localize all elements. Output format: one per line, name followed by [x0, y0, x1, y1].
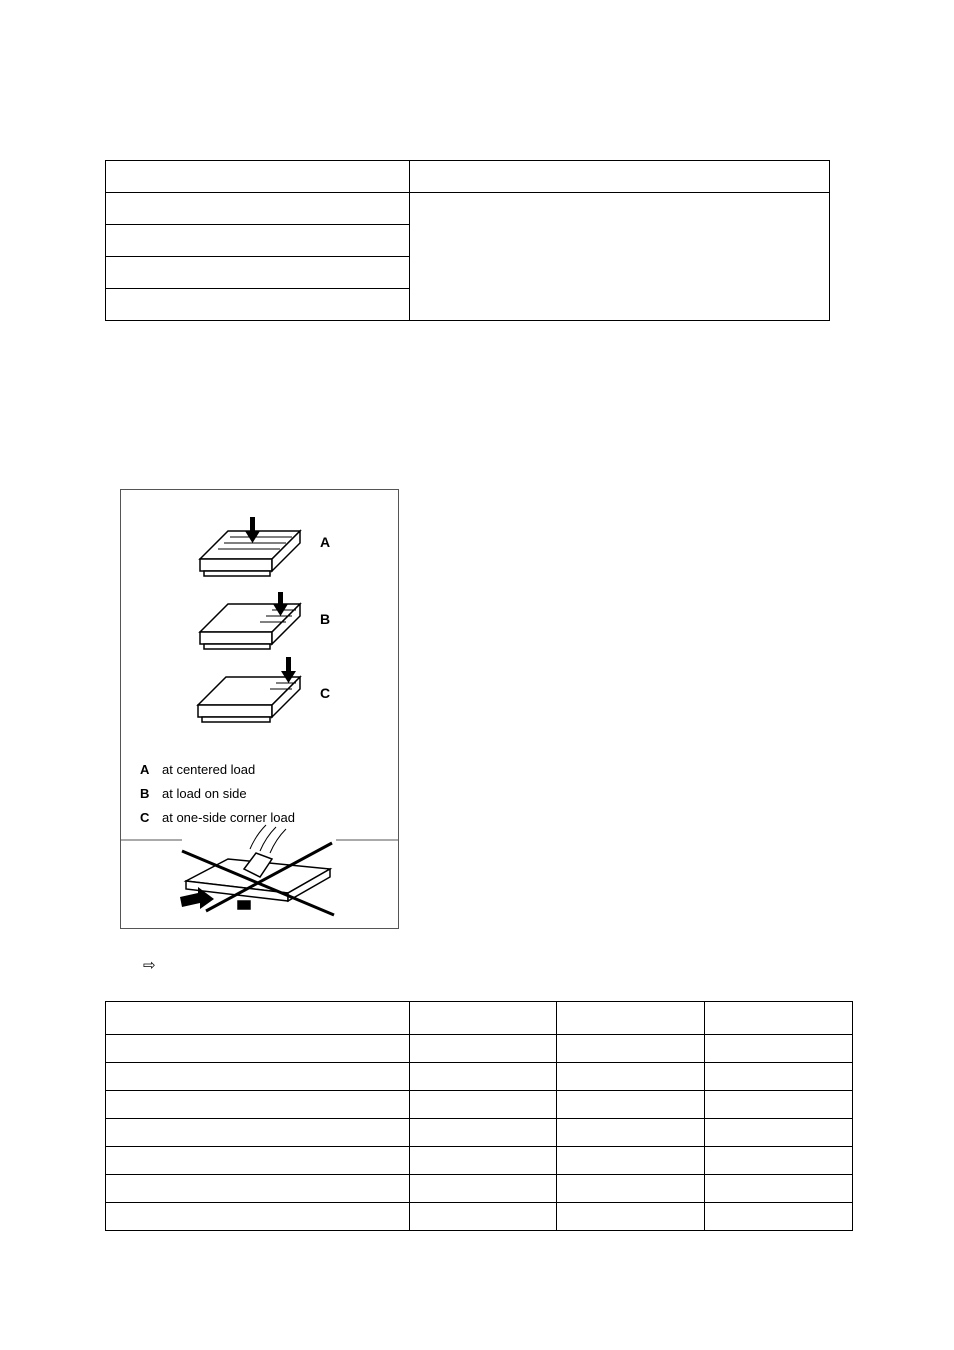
table-cell — [557, 1002, 705, 1035]
table-cell — [705, 1063, 853, 1091]
table-cell — [557, 1175, 705, 1203]
table-cell — [705, 1002, 853, 1035]
table-cell — [106, 257, 410, 289]
table-row — [106, 193, 830, 225]
table-row — [106, 1119, 853, 1147]
plate-label-a: A — [320, 534, 331, 550]
table-cell — [705, 1147, 853, 1175]
table-cell — [106, 1035, 410, 1063]
legend-item-c — [140, 810, 295, 825]
table-cell — [106, 1063, 410, 1091]
figure-illustration — [120, 489, 399, 929]
table-cell — [106, 1119, 410, 1147]
table-cell — [106, 161, 410, 193]
table-cell — [409, 1091, 557, 1119]
legend-letter: C — [140, 810, 150, 825]
spec-table-bottom — [105, 1001, 853, 1231]
table-cell — [409, 1035, 557, 1063]
table-cell — [557, 1035, 705, 1063]
table-cell — [705, 1203, 853, 1231]
table-cell — [557, 1119, 705, 1147]
table-cell — [705, 1175, 853, 1203]
legend-text: at load on side — [162, 786, 247, 801]
legend-item-a — [140, 762, 255, 777]
table-row — [106, 1035, 853, 1063]
legend-text: at one-side corner load — [162, 810, 295, 825]
table-cell — [409, 1063, 557, 1091]
spec-table-top — [105, 160, 830, 321]
legend-item-b — [140, 786, 247, 801]
table-cell — [557, 1063, 705, 1091]
table-cell — [106, 1147, 410, 1175]
table-cell — [106, 225, 410, 257]
table-cell — [106, 1175, 410, 1203]
legend-letter: B — [140, 786, 150, 801]
table-cell — [106, 193, 410, 225]
table-row — [106, 161, 830, 193]
table-cell — [106, 1203, 410, 1231]
table-cell — [409, 1203, 557, 1231]
legend-letter: A — [140, 762, 150, 777]
table-cell — [705, 1035, 853, 1063]
table-row — [106, 1203, 853, 1231]
table-cell — [106, 1091, 410, 1119]
table-cell — [410, 161, 830, 193]
table-cell — [705, 1091, 853, 1119]
table-cell — [557, 1203, 705, 1231]
table-cell-merged — [410, 193, 830, 321]
table-cell — [409, 1119, 557, 1147]
table-row — [106, 1175, 853, 1203]
table-row — [106, 1063, 853, 1091]
table-cell — [409, 1175, 557, 1203]
eccentric-load-figure — [120, 489, 399, 929]
table-cell — [557, 1147, 705, 1175]
table-cell — [705, 1119, 853, 1147]
table-row — [106, 1002, 853, 1035]
table-row — [106, 1147, 853, 1175]
plate-label-c: C — [320, 685, 331, 701]
legend-text: at centered load — [162, 762, 256, 777]
table-cell — [409, 1147, 557, 1175]
plate-label-b: B — [320, 611, 331, 627]
table-cell — [106, 1002, 410, 1035]
table-row — [106, 1091, 853, 1119]
table-cell — [106, 289, 410, 321]
table-cell — [409, 1002, 557, 1035]
arrow-right-icon: ⇨ — [143, 957, 156, 974]
table-cell — [557, 1091, 705, 1119]
